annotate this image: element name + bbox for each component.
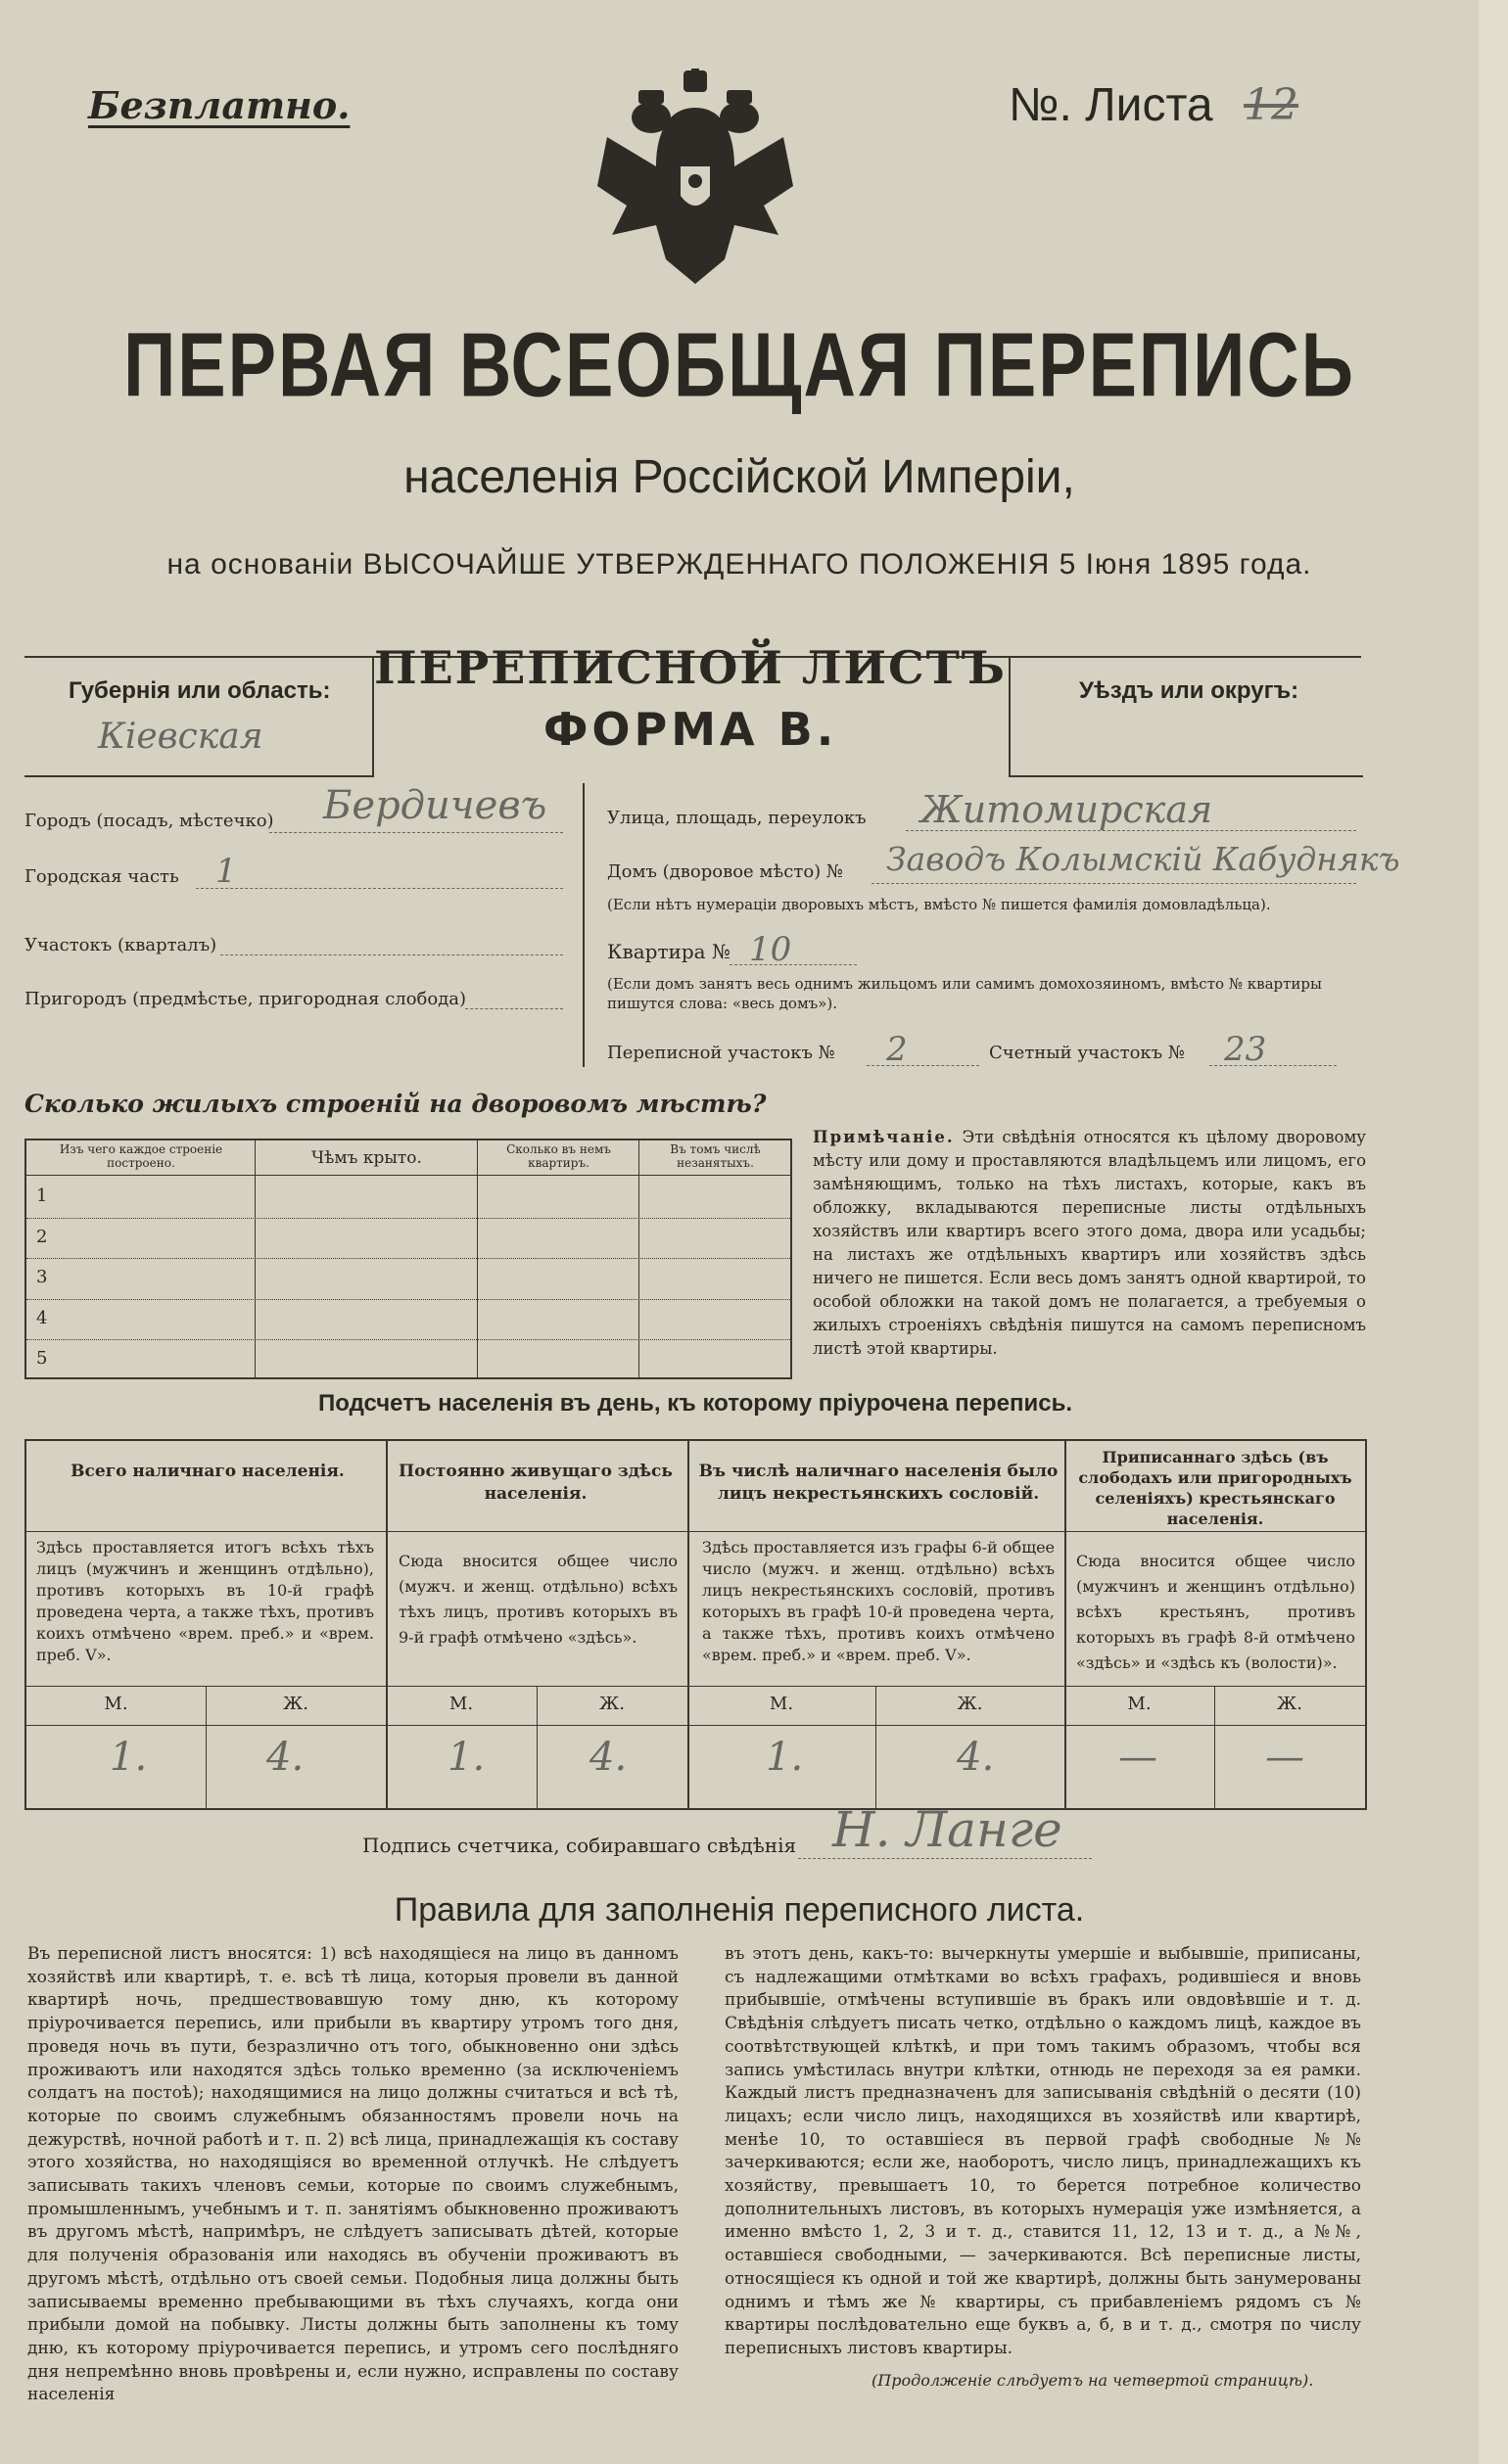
- population-col-permanent-title: Постоянно живущаго здѣсь населенія.: [399, 1462, 673, 1504]
- row-number: 3: [36, 1267, 48, 1287]
- census-district-label: Переписной участокъ №: [607, 1043, 835, 1063]
- street-value: Житомирская: [920, 788, 1213, 831]
- female-label: Ж.: [599, 1694, 625, 1714]
- paper-edge: [1479, 0, 1508, 2464]
- population-col-total-desc: Здѣсь проставляется итогъ всѣхъ тѣхъ лицъ (мужчинъ и женщинъ отдѣльно), противъ которыхъ въ 10-й графѣ проведена черта, а также тѣхъ, противъ коихъ отмѣчено «врем. преб.» и «врем. преб. V».: [36, 1538, 374, 1664]
- address-divider: [583, 783, 585, 1067]
- enumerator-signature-value: Н. Ланге: [832, 1801, 1062, 1858]
- row-number: 1: [36, 1186, 48, 1206]
- city-value: Бердичевъ: [323, 783, 547, 828]
- count-district-value: 23: [1224, 1030, 1267, 1069]
- col-header-apartments: Сколько въ немъ квартиръ.: [506, 1142, 611, 1170]
- population-col-nonpeasant-title: Въ числѣ наличнаго населенія было лицъ некрестьянскихъ сословій.: [698, 1462, 1059, 1504]
- note-heading: Примѣчаніе.: [813, 1128, 955, 1146]
- city-part-label: Городская часть: [24, 866, 179, 887]
- peasant-male-value: —: [1118, 1735, 1157, 1780]
- note-text: Эти свѣдѣнія относятся къ цѣлому дворовому мѣсту или дому и проставляются владѣльцемъ или лицомъ, его замѣняющимъ, только на тѣхъ листахъ, которые, какъ въ обложку, вкладываются переписные листы отдѣльныхъ хозяйствъ или квартиръ всего этого дома, двора или усадьбы; на листахъ же отдѣльныхъ квартиръ или хозяйствъ здѣсь ничего не пишется. Если весь домъ занятъ одной квартирой, то особой обложки на такой домъ не полагается, а требуемыя о жилыхъ строеніяхъ свѣдѣнія пишутся на самомъ переписномъ листѣ этой квартиры.: [813, 1128, 1366, 1358]
- nonpeasant-male-value: 1.: [766, 1735, 804, 1780]
- population-col-total-title: Всего наличнаго населенія.: [71, 1462, 345, 1481]
- sheet-number-value: 12: [1244, 80, 1298, 130]
- buildings-table: [24, 1139, 792, 1379]
- permanent-male-value: 1.: [448, 1735, 486, 1780]
- peasant-female-value: —: [1265, 1735, 1304, 1780]
- male-label: М.: [448, 1694, 474, 1714]
- row-number: 2: [36, 1227, 48, 1247]
- population-col-permanent-desc: Сюда вносится общее число (мужч. и женщ. отдѣльно) всѣхъ тѣхъ лицъ, противъ которыхъ въ 9-й графѣ отмѣчено «здѣсь».: [399, 1552, 678, 1647]
- population-col-peasant-desc: Сюда вносится общее число (мужчинъ и женщинъ отдѣльно) всѣхъ крестьянъ, противъ которыхъ въ графѣ 8-й отмѣчено «здѣсь» и «здѣсь къ (волости)».: [1076, 1552, 1355, 1672]
- total-male-value: 1.: [110, 1735, 148, 1780]
- population-table: [24, 1439, 1367, 1810]
- permanent-female-value: 4.: [589, 1735, 628, 1780]
- row-number: 4: [36, 1308, 48, 1328]
- census-subtitle: населенія Россійской Имперіи,: [403, 451, 1075, 503]
- buildings-note: [813, 1126, 1366, 1361]
- population-col-nonpeasant-desc: Здѣсь проставляется изъ графы 6-й общее число (мужч. и женщ. отдѣльно) всѣхъ лицъ некрестьянскихъ сословій, противъ которыхъ въ графѣ 10-й проведена черта, а также тѣхъ, противъ коихъ отмѣчено «врем. преб.» и «врем. преб. V».: [702, 1538, 1055, 1664]
- province-value: Кіевская: [98, 717, 263, 757]
- sheet-number-label: №. Листа: [1009, 79, 1213, 131]
- col-header-material: Изъ чего каждое строеніе построено.: [59, 1142, 223, 1170]
- census-district-value: 2: [886, 1030, 908, 1069]
- male-label: М.: [1127, 1694, 1152, 1714]
- section-label: Участокъ (кварталъ): [24, 935, 217, 955]
- female-label: Ж.: [1277, 1694, 1302, 1714]
- female-label: Ж.: [283, 1694, 308, 1714]
- form-title: ПЕРЕПИСНОЙ ЛИСТЪ: [374, 641, 1007, 694]
- population-heading: Подсчетъ населенія въ день, къ которому пріурочена перепись.: [318, 1390, 1072, 1417]
- house-value: Заводъ Колымскій Кабуднякъ: [886, 840, 1400, 878]
- district-box: [1009, 658, 1363, 777]
- count-district-label: Счетный участокъ №: [989, 1043, 1185, 1063]
- province-box: [24, 658, 374, 777]
- city-label: Городъ (посадъ, мѣстечко): [24, 811, 274, 831]
- district-label: Уѣздъ или округъ:: [1079, 677, 1299, 704]
- enumerator-signature-label: Подпись счетчика, собиравшаго свѣдѣнія: [362, 1834, 797, 1857]
- house-label: Домъ (дворовое мѣсто) №: [607, 861, 843, 882]
- suburb-label: Пригородъ (предмѣстье, пригородная слобода): [24, 989, 467, 1009]
- population-col-peasant-title: Приписаннаго здѣсь (въ слободахъ или пригородныхъ селеніяхъ) крестьянскаго населенія.: [1078, 1448, 1352, 1528]
- nonpeasant-female-value: 4.: [957, 1735, 995, 1780]
- rules-heading: Правила для заполненія переписного листа.: [394, 1891, 1085, 1929]
- double-headed-eagle-icon: [588, 69, 803, 294]
- house-note: (Если нѣтъ нумераціи дворовыхъ мѣстъ, вмѣсто № пишется фамилія домовладѣльца).: [607, 896, 1271, 913]
- total-female-value: 4.: [266, 1735, 305, 1780]
- female-label: Ж.: [957, 1694, 983, 1714]
- legal-basis: на основаніи ВЫСОЧАЙШЕ УТВЕРЖДЕННАГО ПОЛОЖЕНІЯ 5 Іюня 1895 года.: [166, 548, 1312, 581]
- rules-right-column: въ этотъ день, какъ-то: вычеркнуты умершіе и выбывшіе, приписаны, съ надлежащими отмѣтками во всѣхъ графахъ, родившіеся и вновь прибывшіе, отмѣчены вступившіе въ бракъ или овдовѣвшіе и т. д. Свѣдѣнія слѣдуетъ писать четко, отдѣльно о каждомъ лицѣ, каждое въ соотвѣтствующей клѣткѣ, и при томъ такимъ образомъ, чтобы вся запись умѣстилась внутри клѣтки, отнюдь не переходя за ея рамки. Каждый листъ предназначенъ для записыванія свѣдѣній о десяти (10) лицахъ; если число лицъ, находящихся въ хозяйствѣ или квартирѣ, менѣе 10, то оставшіеся въ первой графѣ свободные №№ зачеркиваются; если же, наоборотъ, число лицъ, принадлежащихъ къ хозяйству, превышаетъ 10, то берется потребное количество дополнительныхъ листовъ, въ которыхъ нумерація уже измѣняется, а именно вмѣсто 1, 2, 3 и т. д., ставится 11, 12, 13 и т. д., а №№, оставшіеся свободными, — зачеркиваются. Всѣ переписные листы, относящіеся къ одной и той же квартирѣ, должны быть занумерованы однимъ и тѣмъ же № квартиры, съ прибавленіемъ рядомъ съ № квартиры послѣдовательно еще буквъ а, б, в и т. д., смотря по числу переписныхъ листовъ квартиры.: [725, 1944, 1361, 2358]
- male-label: М.: [104, 1694, 128, 1714]
- city-part-value: 1: [215, 852, 237, 891]
- form-name: ФОРМА В.: [542, 703, 838, 756]
- free-label: Безплатно.: [88, 83, 351, 127]
- row-number: 5: [36, 1348, 48, 1369]
- street-label: Улица, площадь, переулокъ: [607, 808, 867, 828]
- apartment-value: 10: [749, 930, 792, 969]
- col-header-vacant: Въ томъ числѣ незанятыхъ.: [670, 1142, 761, 1170]
- apartment-note: (Если домъ занятъ весь однимъ жильцомъ или самимъ домохозяиномъ, вмѣсто № квартиры пишутся слова: «весь домъ»).: [607, 975, 1322, 1012]
- census-title: ПЕРВАЯ ВСЕОБЩАЯ ПЕРЕПИСЬ: [123, 313, 1355, 416]
- apartment-label: Квартира №: [607, 940, 730, 963]
- buildings-question: Сколько жилыхъ строеній на дворовомъ мѣстѣ?: [24, 1090, 767, 1118]
- province-label: Губернія или область:: [69, 677, 331, 704]
- rules-left-column: Въ переписной листъ вносятся: 1) всѣ находящіеся на лицо въ данномъ хозяйствѣ или квартирѣ, т. е. всѣ тѣ лица, которыя провели въ данной квартирѣ ночь, предшествовавшую тому дню, къ которому пріурочивается перепись, или прибыли въ квартиру утромъ того дня, проведя ночь въ пути, безразлично отъ того, обыкновенно они здѣсь проживаютъ или находятся здѣсь только временно (за исключеніемъ солдатъ на постоѣ); находящимися на лицо должны считаться и всѣ тѣ, которые по своимъ служебнымъ обязанностямъ провели ночь на дежурствѣ, ночной работѣ и т. п. 2) всѣ лица, принадлежащія къ составу этого хозяйства, но находящіяся во временной отлучкѣ. Не слѣдуетъ записывать такихъ членовъ семьи, которые по своимъ служебнымъ, промышленнымъ, учебнымъ и т. п. занятіямъ обыкновенно проживаютъ въ другомъ мѣстѣ, напримѣръ, не слѣдуетъ записывать дѣтей, которые для полученія образованія или находясь въ обученіи проживаютъ въ другомъ мѣстѣ, отдѣльно отъ своей семьи. Подобныя лица должны быть записываемы временно пребывающими въ тѣхъ случаяхъ, когда они прибыли домой на побывку. Листы должны быть заполнены къ тому дню, къ которому пріурочивается перепись, и утромъ сего послѣдняго дня непремѣнно вновь провѣрены и, если нужно, исправлены по составу населенія: [27, 1944, 679, 2405]
- male-label: М.: [769, 1694, 794, 1714]
- col-header-roof: Чѣмъ крыто.: [311, 1148, 422, 1168]
- rules-continued-note: (Продолженіе слѣдуетъ на четвертой страницѣ).: [872, 2371, 1314, 2390]
